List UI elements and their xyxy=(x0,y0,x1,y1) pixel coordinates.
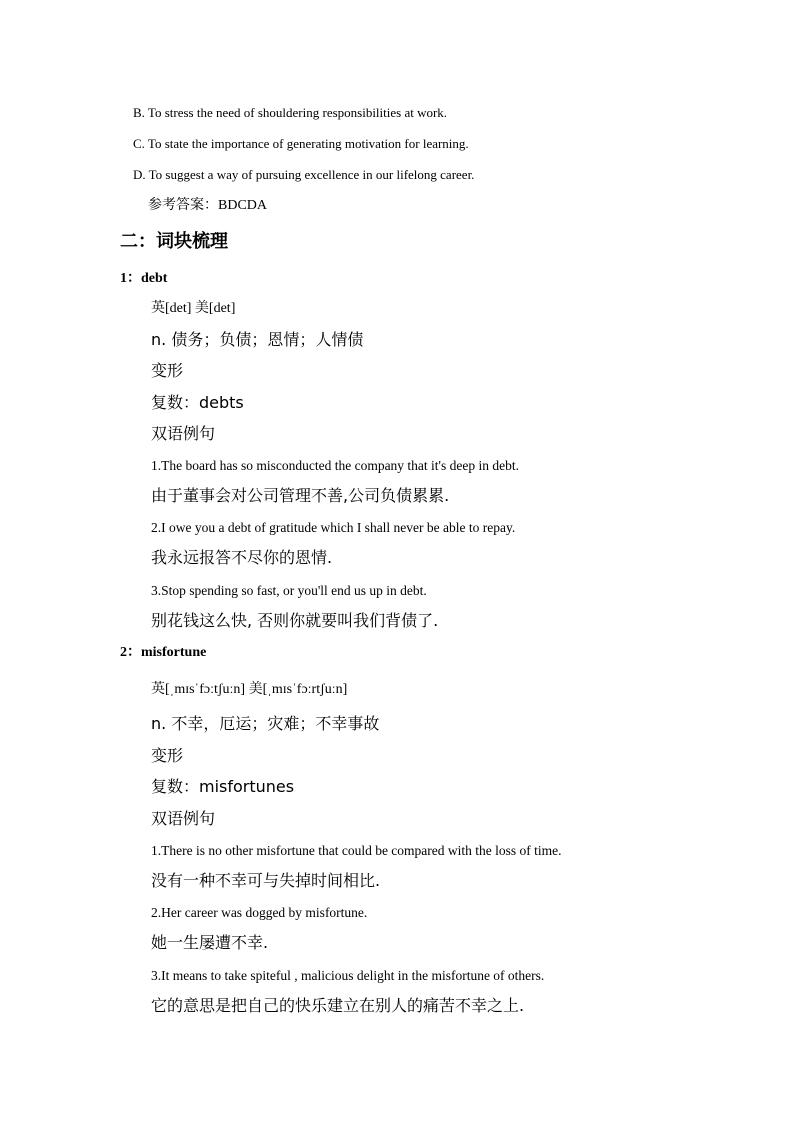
example-en: 3.It means to take spiteful , malicious delight in the misfortune of others. xyxy=(151,968,545,983)
example-en: 3.Stop spending so fast, or you'll end us up in debt. xyxy=(151,583,427,598)
example-en: 2.I owe you a debt of gratitude which I shall never be able to repay. xyxy=(151,520,516,535)
entry-headword: 1：debt xyxy=(120,271,168,286)
example-zh: 我永远报答不尽你的恩情. xyxy=(151,548,333,567)
example-en: 2.Her career was dogged by misfortune. xyxy=(151,905,368,920)
entry-plural: 复数：misfortunes xyxy=(151,777,295,796)
example-zh: 她一生屡遭不幸. xyxy=(151,933,269,952)
option-d: D. To suggest a way of pursuing excellence in our lifelong career. xyxy=(133,167,475,182)
entry-definition: n. 债务；负债；恩情；人情债 xyxy=(151,330,364,349)
example-en: 1.There is no other misfortune that could be compared with the loss of time. xyxy=(151,843,562,858)
entry-forms-label: 变形 xyxy=(151,361,184,380)
entry-forms-label: 变形 xyxy=(151,746,184,765)
entry-examples-label: 双语例句 xyxy=(151,424,216,443)
option-c: C. To state the importance of generating motivation for learning. xyxy=(133,136,469,151)
option-b: B. To stress the need of shouldering responsibilities at work. xyxy=(133,105,448,120)
example-zh: 没有一种不幸可与失掉时间相比. xyxy=(151,871,381,890)
example-en: 1.The board has so misconducted the company that it's deep in debt. xyxy=(151,458,519,473)
section-title: 二：词块梳理 xyxy=(120,231,228,252)
example-zh: 由于董事会对公司管理不善,公司负债累累. xyxy=(151,486,450,505)
entry-phonetic: 英[ˌmɪsˈfɔːtʃuːn] 美[ˌmɪsˈfɔːrtʃuːn] xyxy=(151,682,348,697)
entry-phonetic: 英[det] 美[det] xyxy=(151,301,236,316)
example-zh: 别花钱这么快, 否则你就要叫我们背债了. xyxy=(151,611,439,630)
answer-key: 参考答案：BDCDA xyxy=(148,198,268,213)
entry-plural: 复数：debts xyxy=(151,393,244,412)
entry-headword: 2：misfortune xyxy=(120,645,207,660)
entry-definition: n. 不幸，厄运；灾难；不幸事故 xyxy=(151,714,380,733)
example-zh: 它的意思是把自己的快乐建立在别人的痛苦不幸之上. xyxy=(151,996,525,1015)
entry-examples-label: 双语例句 xyxy=(151,809,216,828)
